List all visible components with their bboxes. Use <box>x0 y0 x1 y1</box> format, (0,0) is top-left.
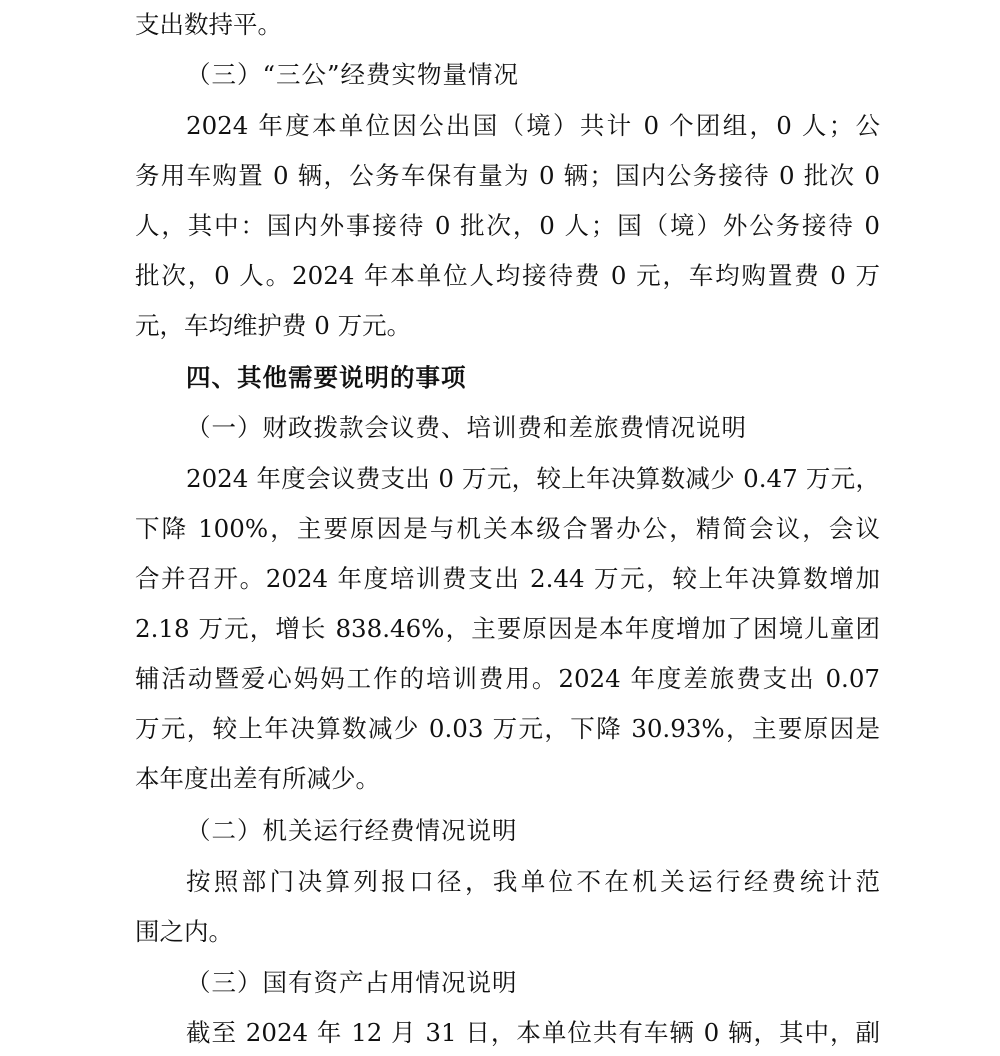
paragraph-line: 务用车购置 0 辆，公务车保有量为 0 辆；国内公务接待 0 批次 0 <box>135 161 880 190</box>
paragraph-line: 下降 100%，主要原因是与机关本级合署办公，精简会议，会议 <box>135 514 880 543</box>
paragraph-line: 元，车均维护费 0 万元。 <box>135 311 412 340</box>
paragraph-line: 围之内。 <box>135 917 233 946</box>
paragraph-line: 批次，0 人。2024 年本单位人均接待费 0 元，车均购置费 0 万 <box>135 261 880 290</box>
subsection-heading-meeting-training-travel: （一）财政拨款会议费、培训费和差旅费情况说明 <box>186 413 747 442</box>
paragraph-line: 本年度出差有所减少。 <box>135 764 380 793</box>
section-heading-other-matters: 四、其他需要说明的事项 <box>186 363 467 392</box>
paragraph-line: 合并召开。2024 年度培训费支出 2.44 万元，较上年决算数增加 <box>135 564 880 593</box>
paragraph-line: 截至 2024 年 12 月 31 日，本单位共有车辆 0 辆，其中，副 <box>186 1018 880 1047</box>
paragraph-line: 按照部门决算列报口径，我单位不在机关运行经费统计范 <box>186 867 880 896</box>
subsection-heading-state-assets: （三）国有资产占用情况说明 <box>186 968 518 997</box>
section-heading-three-public-quantity: （三）“三公”经费实物量情况 <box>186 60 520 89</box>
paragraph-line: 2024 年度会议费支出 0 万元，较上年决算数减少 0.47 万元， <box>186 464 880 493</box>
paragraph-line: 支出数持平。 <box>135 10 282 39</box>
paragraph-line: 万元，较上年决算数减少 0.03 万元，下降 30.93%，主要原因是 <box>135 714 880 743</box>
paragraph-line: 人，其中：国内外事接待 0 批次，0 人；国（境）外公务接待 0 <box>135 211 880 240</box>
paragraph-line: 2.18 万元，增长 838.46%，主要原因是本年度增加了困境儿童团 <box>135 614 880 643</box>
subsection-heading-operating-expenses: （二）机关运行经费情况说明 <box>186 816 518 845</box>
paragraph-line: 辅活动暨爱心妈妈工作的培训费用。2024 年度差旅费支出 0.07 <box>135 664 880 693</box>
paragraph-line: 2024 年度本单位因公出国（境）共计 0 个团组，0 人；公 <box>186 111 880 140</box>
